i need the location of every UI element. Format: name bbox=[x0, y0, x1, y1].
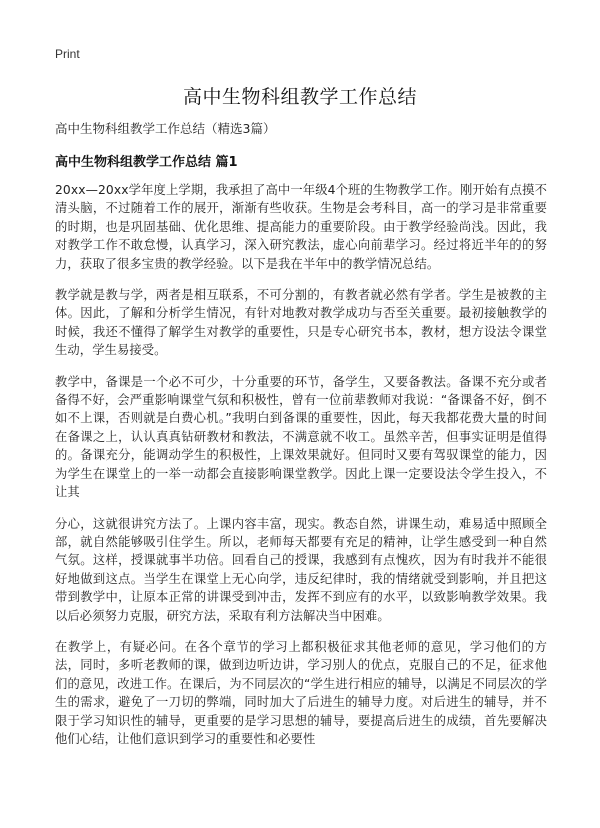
paragraph: 在教学上，有疑必问。在各个章节的学习上都积极征求其他老师的意见，学习他们的方法，同时，多听老教师的课，做到边听边讲，学习别人的优点，克服自己的不足，征求他们的意见，改进工作。在课后，为不同层次的“学生进行相应的辅导，以满足不同层次的学生的需求，避免了一刀切的弊端，同时加大了后进生的辅导力度。对后进生的辅导，并不限于学习知识性的辅导，更重要的是学习思想的辅导，要提高后进生的成绩，首先要解决他们心结，让他们意识到学习的重要性和必要性 bbox=[55, 639, 547, 746]
print-label: Print bbox=[55, 47, 80, 61]
document-subtitle: 高中生物科组教学工作总结（精选3篇） bbox=[55, 121, 276, 136]
document-body bbox=[55, 181, 547, 761]
paragraph: 分心，这就很讲究方法了。上课内容丰富，现实。教态自然，讲课生动，难易适中照顾全部，就自然能够吸引住学生。所以，老师每天都要有充足的精神，让学生感受到一种自然气氛。这样，授课就事半功倍。回看自己的授课，我感到有点愧疚，因为有时我并不能很好地做到这点。当学生在课堂上无心向学，违反纪律时，我的情绪就受到影响，并且把这带到教学中，让原本正常的讲课受到冲击，发挥不到应有的水平，以致影响教学效果。我以后必须努力克服，研究方法，采取有利方法解决当中困难。 bbox=[55, 516, 547, 623]
paragraph: 教学中，备课是一个必不可少，十分重要的环节，备学生，又要备教法。备课不充分或者备得不好，会严重影响课堂气氛和积极性，曾有一位前辈教师对我说：“备课备不好，倒不如不上课，否则就是白费心机。”我明白到备课的重要性，因此，每天我都花费大量的时间在备课之上，认认真真钻研教材和教法，不满意就不收工。虽然辛苦，但事实证明是值得的。备课充分，能调动学生的积极性，上课效果就好。但同时又要有驾驭课堂的能力，因为学生在课堂上的一举一动都会直接影响课堂教学。因此上课一定要设法令学生投入，不让其 bbox=[55, 374, 547, 500]
paragraph: 教学就是教与学，两者是相互联系，不可分割的，有教者就必然有学者。学生是被教的主体。因此，了解和分析学生情况，有针对地教对教学成功与否至关重要。最初接触教学的时候，我还不懂得了解学生对教学的重要性，只是专心研究书本，教材，想方设法令课堂生动，学生易接受。 bbox=[55, 288, 547, 358]
section-heading: 高中生物科组教学工作总结 篇1 bbox=[55, 155, 238, 170]
document-title: 高中生物科组教学工作总结 bbox=[182, 86, 417, 108]
paragraph: 20xx—20xx学年度上学期，我承担了高中一年级4个班的生物教学工作。刚开始有点摸不清头脑，不过随着工作的展开，渐渐有些收获。生物是会考科目，高一的学习是非常重要的时期，也是巩固基础、优化思维、提高能力的重要阶段。由于教学经验尚浅。因此，我对教学工作不敢怠慢，认真学习，深入研究教法，虚心向前辈学习。经过将近半年的的努力，获取了很多宝贵的教学经验。以下是我在半年中的教学情况总结。 bbox=[55, 183, 547, 271]
